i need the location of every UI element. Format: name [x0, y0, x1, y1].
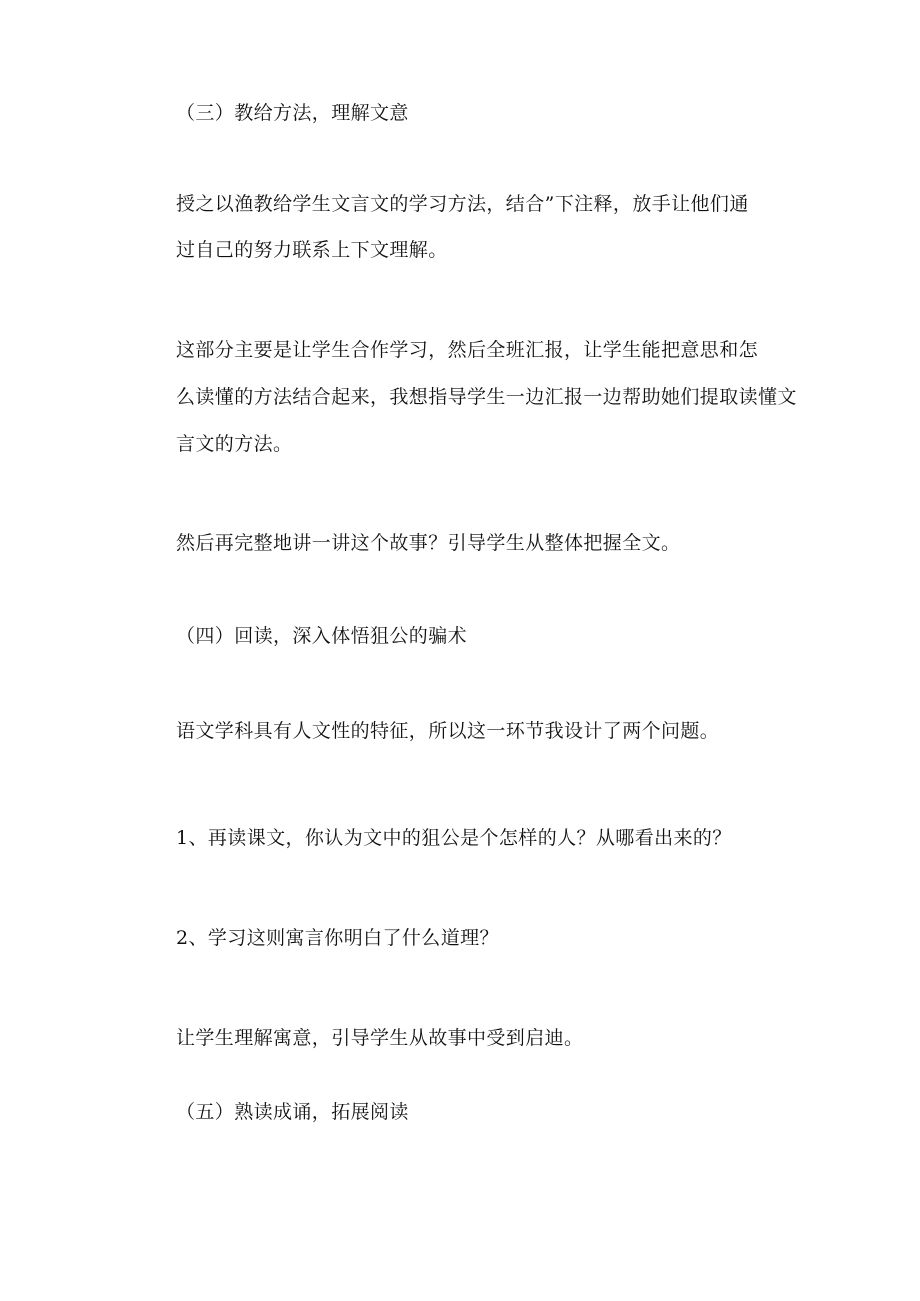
paragraph-line: 么读懂的方法结合起来，我想指导学生一边汇报一边帮助她们提取读懂文 [176, 386, 797, 408]
section-heading-3: （三）教给方法，理解文意 [176, 102, 409, 124]
paragraph-line: 授之以渔教给学生文言文的学习方法，结合”下注释，放手让他们通 [176, 193, 749, 215]
paragraph-moral: 让学生理解寓意，引导学生从故事中受到启迪。 [176, 1027, 584, 1049]
paragraph-line: 言文的方法。 [176, 433, 293, 455]
paragraph-line: 这部分主要是让学生合作学习，然后全班汇报，让学生能把意思和怎 [176, 339, 759, 361]
paragraph-humanistic: 语文学科具有人文性的特征，所以这一环节我设计了两个问题。 [176, 720, 720, 742]
question-1: 1、再读课文，你认为文中的狙公是个怎样的人？从哪看出来的？ [176, 827, 732, 849]
paragraph-line: 过自己的努力联系上下文理解。 [176, 239, 448, 261]
section-heading-4: （四）回读，深入体悟狙公的骗术 [176, 625, 468, 647]
paragraph-teaching-method [176, 192, 749, 238]
section-heading-5: （五）熟读成诵，拓展阅读 [176, 1101, 409, 1123]
question-2: 2、学习这则寓言你明白了什么道理？ [176, 927, 499, 949]
paragraph-retell: 然后再完整地讲一讲这个故事？引导学生从整体把握全文。 [176, 532, 681, 554]
